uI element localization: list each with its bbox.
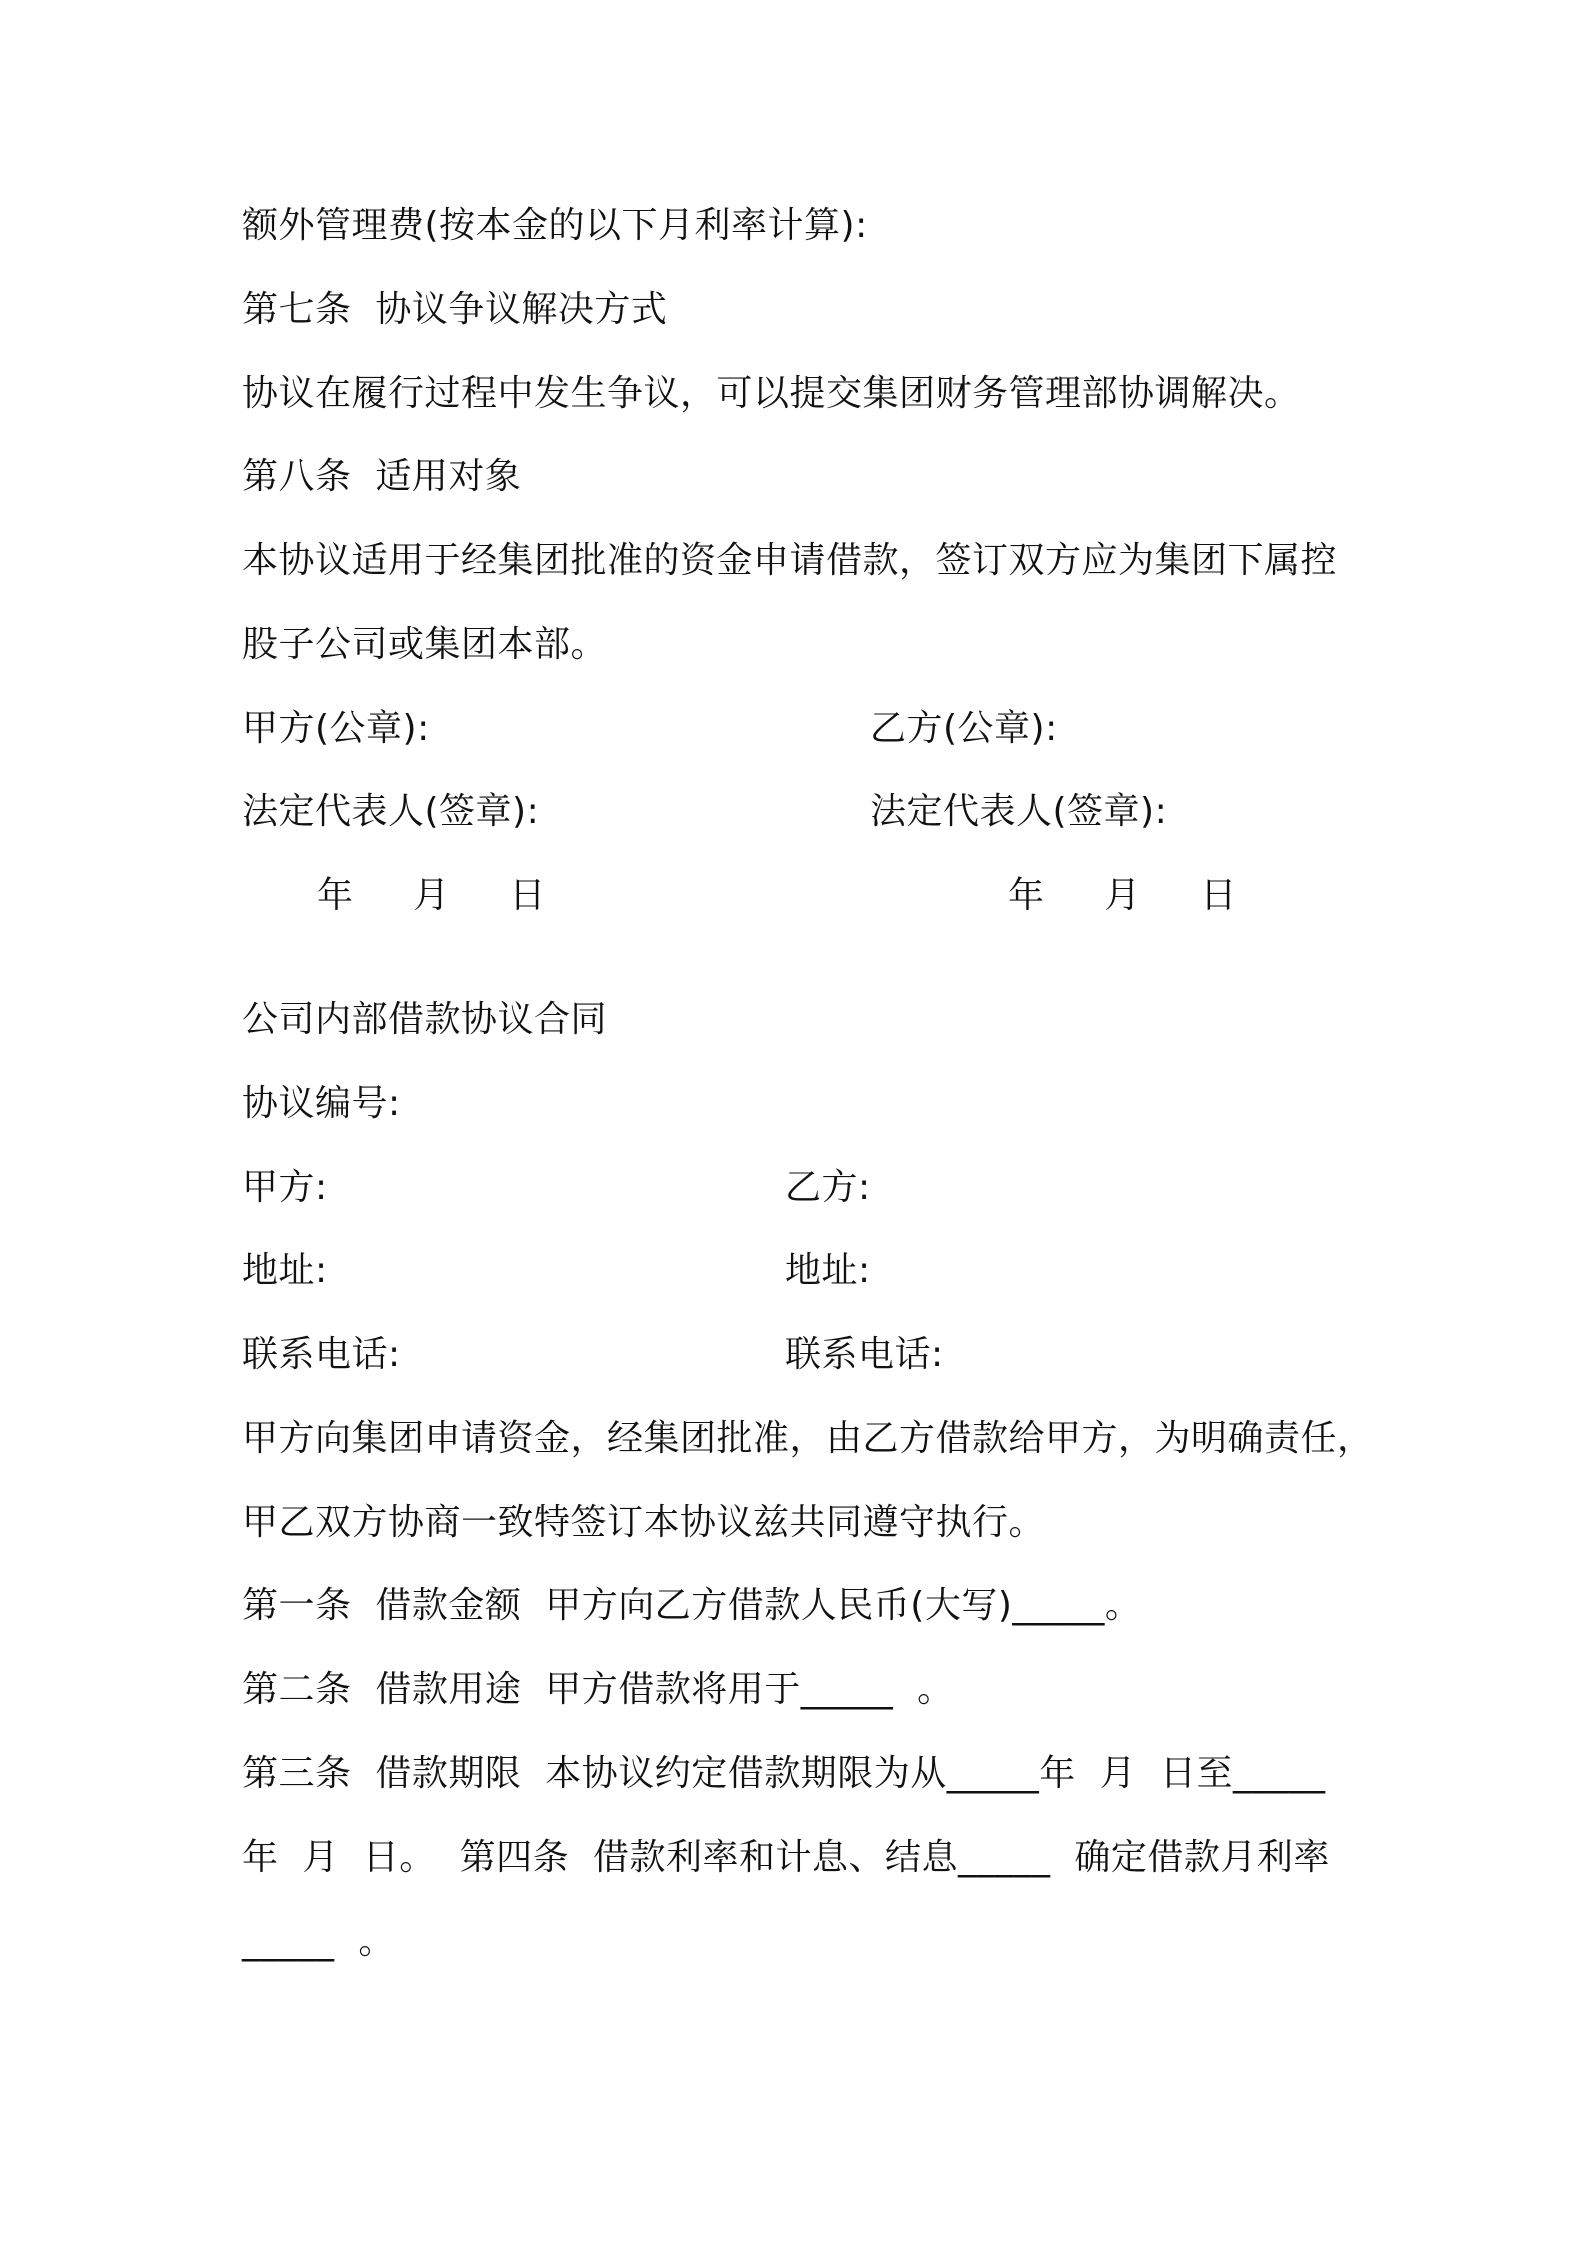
party-b-date: 年 月 日 (1008, 875, 1237, 916)
text-line: 协议在履行过程中发生争议，可以提交集团财务管理部协调解决。 (242, 373, 1301, 414)
agreement-number-label: 协议编号: (242, 1083, 401, 1124)
party-b-representative-label: 法定代表人(签章): (870, 791, 1168, 832)
party-b-address-label: 地址: (785, 1250, 871, 1291)
text-line: 股子公司或集团本部。 (242, 624, 608, 665)
article-3: 第三条 借款期限 本协议约定借款期限为从_____年 月 日至_____ (242, 1753, 1326, 1794)
party-a-label: 甲方: (242, 1167, 328, 1208)
party-a-date: 年 月 日 (317, 875, 546, 916)
party-b-label: 乙方: (785, 1167, 871, 1208)
text-line: 本协议适用于经集团批准的资金申请借款，签订双方应为集团下属控 (242, 540, 1338, 581)
article-4-continued: _____ 。 (242, 1921, 395, 1962)
party-b-seal-label: 乙方(公章): (870, 708, 1058, 749)
article-1: 第一条 借款金额 甲方向乙方借款人民币(大写)_____。 (242, 1585, 1142, 1626)
article-heading: 第七条 协议争议解决方式 (242, 289, 668, 330)
text-line: 甲方向集团申请资金，经集团批准，由乙方借款给甲方，为明确责任， (242, 1418, 1374, 1459)
party-a-phone-label: 联系电话: (242, 1334, 401, 1375)
party-a-representative-label: 法定代表人(签章): (242, 791, 540, 832)
contract-title: 公司内部借款协议合同 (242, 999, 608, 1040)
party-b-phone-label: 联系电话: (785, 1334, 944, 1375)
text-line: 甲乙双方协商一致特签订本协议兹共同遵守执行。 (242, 1502, 1046, 1543)
article-3-continued: 年 月 日。 第四条 借款利率和计息、结息_____ 确定借款月利率 (242, 1837, 1330, 1878)
article-2: 第二条 借款用途 甲方借款将用于_____ 。 (242, 1669, 954, 1710)
party-a-seal-label: 甲方(公章): (242, 708, 430, 749)
party-a-address-label: 地址: (242, 1250, 328, 1291)
article-heading: 第八条 适用对象 (242, 456, 522, 497)
text-line: 额外管理费(按本金的以下月利率计算): (242, 205, 868, 246)
